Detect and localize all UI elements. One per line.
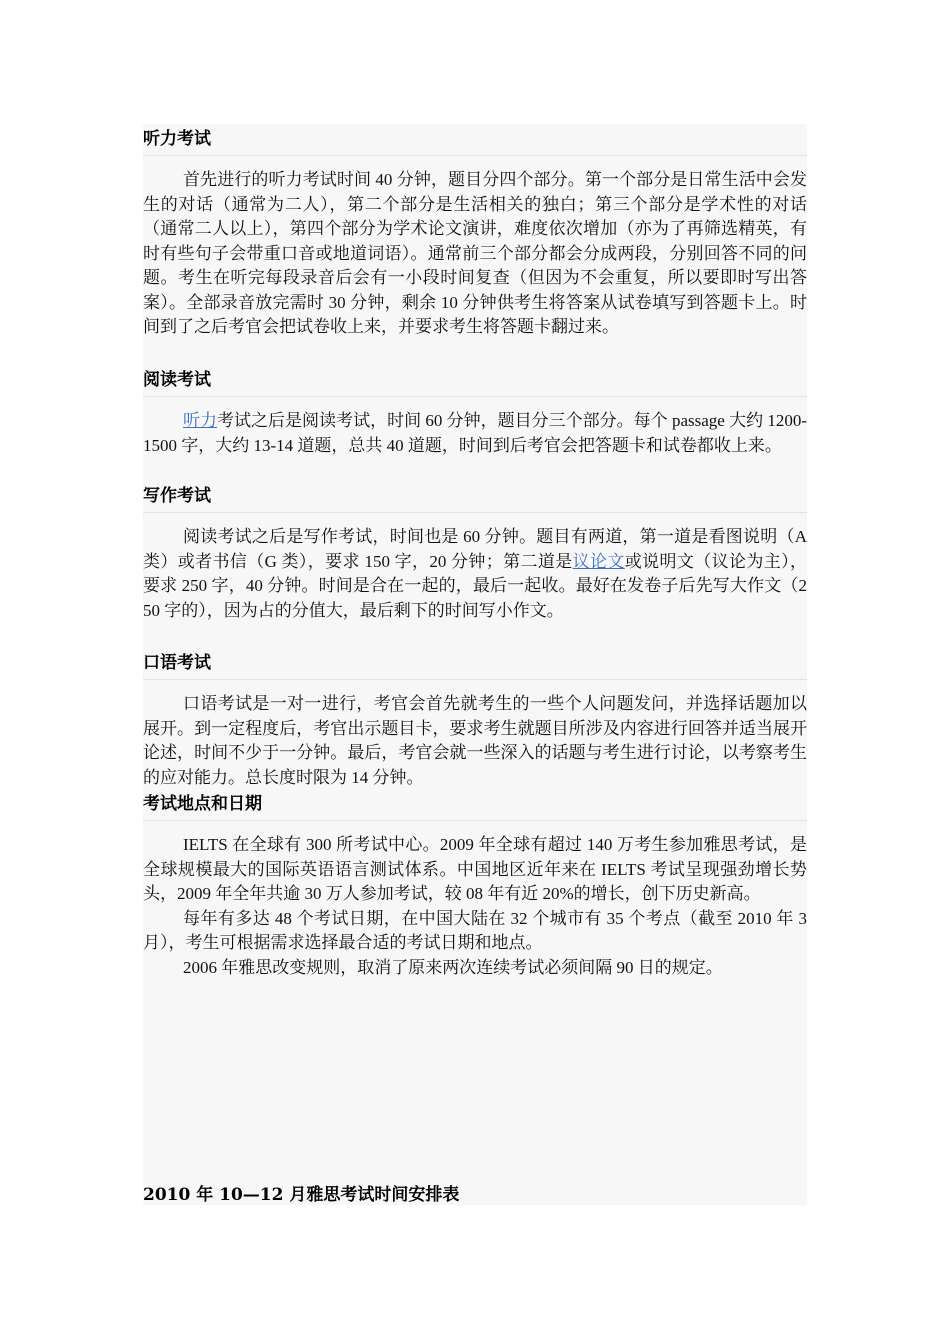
paragraph-text bbox=[143, 525, 807, 623]
paragraph-text-before: 阅读考试之后是写作考试，时间也是 60 分钟。题目有两道，第一道是看图说明（A 类）或者书信（G 类），要求 150 字，20 分钟；第二道是 bbox=[143, 527, 807, 571]
paragraph-text: IELTS 在全球有 300 所考试中心。2009 年全球有超过 140 万考生参加雅思考试，是全球规模最大的国际英语语言测试体系。中国地区近年来在 IELTS 考试呈现强劲增长势头，2009 年全年共逾 30 万人参加考试，较 08 年有近 20%的增长，创下历史新高。 bbox=[143, 835, 807, 903]
section-divider bbox=[143, 155, 807, 156]
speaking-paragraph bbox=[143, 692, 807, 790]
article-body bbox=[143, 124, 807, 1205]
listening-link[interactable]: 听力 bbox=[183, 411, 218, 430]
paragraph-text: 2006 年雅思改变规则，取消了原来两次连续考试必须间隔 90 日的规定。 bbox=[183, 957, 723, 977]
paragraph-text: 每年有多达 48 个考试日期，在中国大陆在 32 个城市有 35 个考点（截至 2010 年 3 月），考生可根据需求选择最合适的考试日期和地点。 bbox=[143, 908, 807, 952]
location-dates-paragraphs bbox=[143, 833, 807, 980]
writing-paragraph bbox=[143, 525, 807, 623]
paragraph-text-after: 或说明文（议论为主），要求 250 字，40 分钟。时间是合在一起的，最后一起收。最好在发卷子后先写大作文（250 字的），因为占的分值大，最后剩下的时间写小作文。 bbox=[143, 551, 808, 620]
section-heading-location-dates: 考试地点和日期 bbox=[143, 794, 262, 814]
schedule-table-heading: 2010 年 10—12 月雅思考试时间安排表 bbox=[143, 1185, 460, 1205]
paragraph-text-rest: 考试之后是阅读考试，时间 60 分钟，题目分三个部分。每个 passage 大约 1200-1500 字，大约 13-14 道题，总共 40 道题，时间到后考官会把答题卡和试卷都收上来。 bbox=[143, 411, 807, 455]
section-heading-writing: 写作考试 bbox=[143, 486, 211, 506]
paragraph-text: 口语考试是一对一进行，考官会首先就考生的一些个人问题发问，并选择话题加以展开。到一定程度后，考官出示题目卡，要求考生就题目所涉及内容进行回答并适当展开论述，时间不少于一分钟。最后，考官会就一些深入的话题与考生进行讨论，以考察考生的应对能力。总长度时限为 14 分钟。 bbox=[143, 694, 807, 787]
section-divider bbox=[143, 512, 807, 513]
section-divider bbox=[143, 679, 807, 680]
argumentative-essay-link[interactable]: 议论文 bbox=[572, 551, 625, 571]
section-divider bbox=[143, 820, 807, 821]
section-heading-listening: 听力考试 bbox=[143, 129, 211, 149]
listening-paragraph bbox=[143, 168, 807, 340]
paragraph-text bbox=[143, 409, 807, 458]
section-heading-reading: 阅读考试 bbox=[143, 370, 211, 390]
reading-paragraph bbox=[143, 409, 807, 458]
paragraph-text: 首先进行的听力考试时间 40 分钟，题目分四个部分。第一个部分是日常生活中会发生的对话（通常为二人），第二个部分是生活相关的独白；第三个部分是学术性的对话（通常二人以上），第四个部分为学术论文演讲，难度依次增加（亦为了再筛选精英，有时有些句子会带重口音或地道词语）。通常前三个部分都会分成两段，分别回答不同的问题。考生在听完每段录音后会有一小段时间复查（但因为不会重复，所以要即时写出答案）。全部录音放完需时 30 分钟，剩余 10 分钟供考生将答案从试卷填写到答题卡上。时间到了之后考官会把试卷收上来，并要求考生将答题卡翻过来。 bbox=[143, 170, 807, 336]
section-divider bbox=[143, 396, 807, 397]
section-heading-speaking: 口语考试 bbox=[143, 653, 211, 673]
